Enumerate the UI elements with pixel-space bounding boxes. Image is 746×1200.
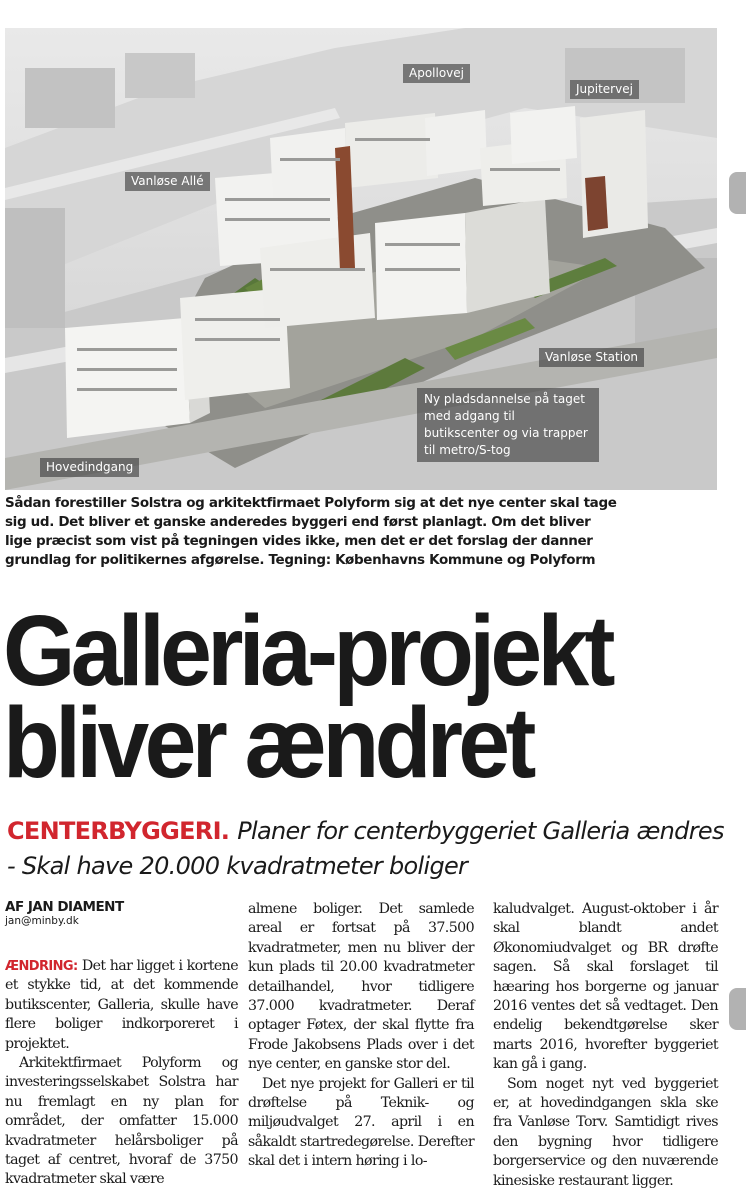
headline: [3, 595, 691, 799]
article-paragraph: almene boliger. Det samlede areal er fortsat på 37.500 kvadratmeter, men nu bliver der kun plads til 20.00 kvadratmeter detailhandel, hvor tidligere 37.000 kvadratmeter. Deraf optager Føtex, der skal flytte fra Frode Jakobsens Plads over i det nye center, en ganske stor del.: [248, 901, 474, 1073]
byline: [5, 899, 240, 928]
architectural-rendering: [5, 28, 717, 490]
paragraph-text: Det har ligget i kortene et stykke tid, at det kommende butikscenter, Galleria, skulle have flere boliger indkorporeret i projektet.: [5, 958, 238, 1052]
label-vanlose-station: Vanløse Station: [539, 348, 644, 367]
label-callout: Ny pladsdannelse på taget med adgang til butikscenter og via trapper til metro/S-tog: [417, 388, 599, 462]
byline-email[interactable]: jan@minby.dk: [5, 915, 79, 927]
label-vanlose-alle: Vanløse Allé: [125, 172, 210, 191]
lead-kicker: ÆNDRING:: [5, 959, 78, 974]
article-paragraph: [5, 957, 238, 1054]
article-column-1: [5, 957, 238, 1190]
scroll-handle-bottom[interactable]: [729, 988, 746, 1030]
scroll-handle-top[interactable]: [729, 172, 746, 214]
deck-kicker: CENTERBYGGERI.: [7, 817, 230, 845]
article-column-3: [493, 900, 718, 1191]
deck-text: Planer for centerbyggeriet Galleria ændres - Skal have 20.000 kvadratmeter boliger: [7, 817, 724, 880]
byline-author: AF JAN DIAMENT: [5, 899, 124, 915]
image-caption: Sådan forestiller Solstra og arkitektfirmaet Polyform sig at det nye center skal tage sig ud. Det bliver et ganske anderedes byggeri end først planlagt. Om det bliver lige præcist som vist på tegningen vides ikke, men det er det forslag der danner grundlag for politikernes afgørelse. Tegning: Københavns Kommune og Polyform: [5, 495, 617, 568]
article-paragraph: Det nye projekt for Galleri er til drøftelse på Teknik- og miljøudvalget 27. april i en såkaldt startredegørelse. Derefter skal det i intern høring i lo-: [248, 1075, 474, 1170]
label-hovedindgang: Hovedindgang: [40, 458, 139, 477]
headline-line-2: bliver ændret: [3, 687, 532, 799]
article-paragraph: Arkitektfirmaet Polyform og investeringsselskabet Solstra har nu fremlagt en ny plan for området, der omfatter 15.000 kvadratmeter helårsboliger på taget af centret, hvoraf de 3750 kvadratmeter skal være: [5, 1055, 238, 1188]
article-paragraph: Som noget nyt ved byggeriet er, at hovedindgangen skla ske fra Vanløse Torv. Samtidigt rives den bygning hvor tidligere borgerservice og den nuværende kinesiske restaurant ligger.: [493, 1075, 718, 1189]
label-apollovej: Apollovej: [403, 64, 470, 83]
subheadline: [7, 814, 737, 884]
headline-line-1: Galleria-projekt: [3, 595, 611, 707]
article-paragraph: kaludvalget. August-oktober i år skal blandt andet Økonomiudvalget og BR drøfte sagen. Så skal forslaget til hæaring hos borgerne og januar 2016 ventes det så vedtaget. Den endelig bekendtgørelse sker marts 2016, hvorefter byggeriet kan gå i gang.: [493, 901, 718, 1073]
label-jupitervej: Jupitervej: [570, 80, 639, 99]
article-column-2: [248, 900, 474, 1172]
